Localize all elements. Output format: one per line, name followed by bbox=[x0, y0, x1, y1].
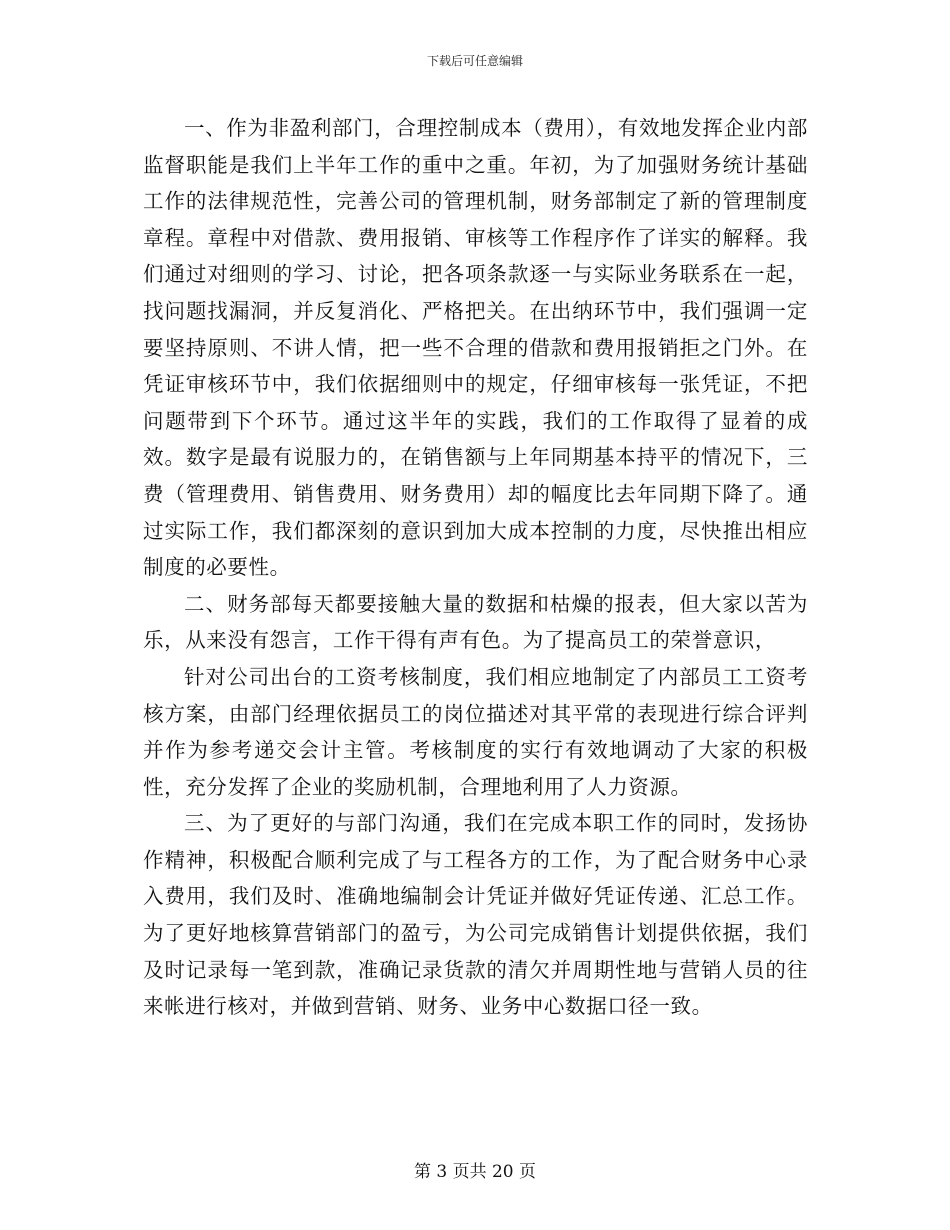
page-header: 下载后可任意编辑 bbox=[426, 54, 523, 68]
paragraph-data-reports: 二、财务部每天都要接触大量的数据和枯燥的报表，但大家以苦为乐，从来没有怨言，工作干得有声有色。为了提高员工的荣誉意识， bbox=[143, 591, 808, 653]
paragraph-department-communication: 三、为了更好的与部门沟通，我们在完成本职工作的同时，发扬协作精神，积极配合顺利完成了与工程各方的工作，为了配合财务中心录入费用，我们及时、准确地编制会计凭证并做好凭证传递、汇总工作。为了更好地核算营销部门的盈亏，为公司完成销售计划提供依据，我们及时记录每一笔到款，准确记录货款的清欠并周期性地与营销人员的往来帐进行核对，并做到营销、财务、业务中心数据口径一致。 bbox=[143, 811, 808, 1019]
document-body bbox=[143, 110, 808, 1025]
page-number-footer: 第 3 页共 20 页 bbox=[413, 1162, 537, 1182]
paragraph-salary-assessment: 针对公司出台的工资考核制度，我们相应地制定了内部员工工资考核方案，由部门经理依据员工的岗位描述对其平常的表现进行综合评判并作为参考递交会计主管。考核制度的实行有效地调动了大家的积极性，充分发挥了企业的奖励机制，合理地利用了人力资源。 bbox=[143, 664, 808, 799]
paragraph-cost-control: 一、作为非盈利部门，合理控制成本（费用），有效地发挥企业内部监督职能是我们上半年工作的重中之重。年初，为了加强财务统计基础工作的法律规范性，完善公司的管理机制，财务部制定了新的管理制度章程。章程中对借款、费用报销、审核等工作程序作了详实的解释。我们通过对细则的学习、讨论，把各项条款逐一与实际业务联系在一起，找问题找漏洞，并反复消化、严格把关。在出纳环节中，我们强调一定要坚持原则、不讲人情，把一些不合理的借款和费用报销拒之门外。在凭证审核环节中，我们依据细则中的规定，仔细审核每一张凭证，不把问题带到下个环节。通过这半年的实践，我们的工作取得了显着的成效。数字是最有说服力的，在销售额与上年同期基本持平的情况下，三费（管理费用、销售费用、财务费用）却的幅度比去年同期下降了。通过实际工作，我们都深刻的意识到加大成本控制的力度，尽快推出相应制度的必要性。 bbox=[143, 116, 808, 580]
